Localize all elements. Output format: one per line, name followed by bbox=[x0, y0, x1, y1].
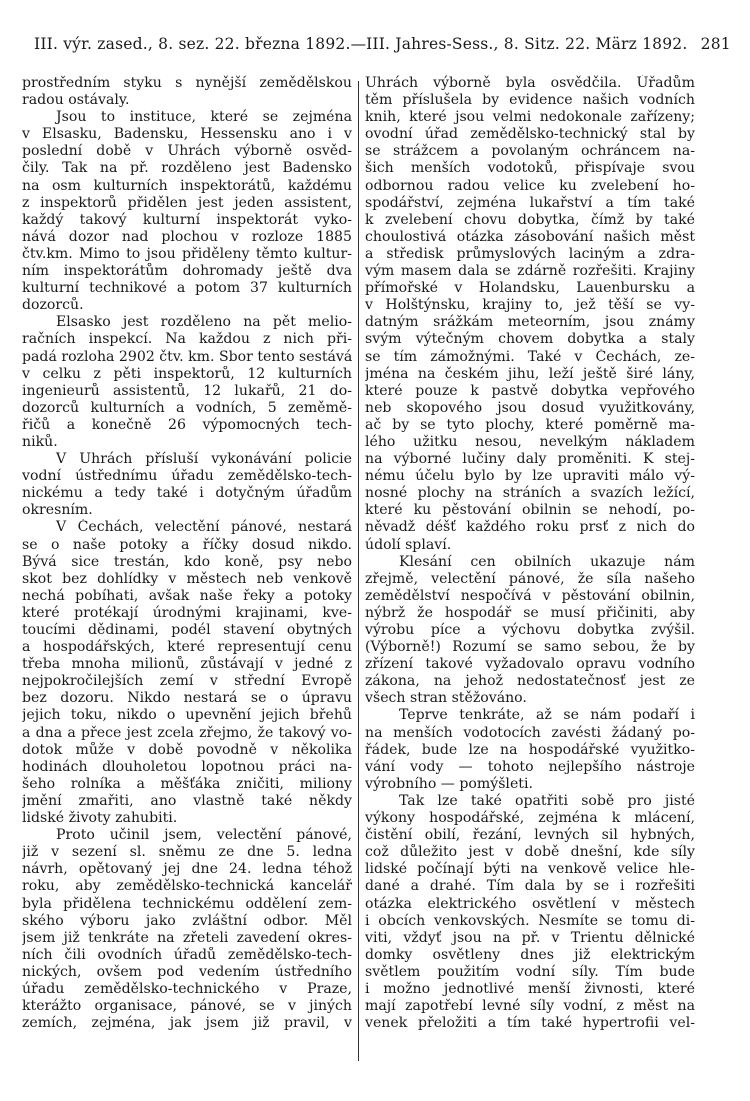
text-columns bbox=[22, 75, 695, 1085]
text-line: které ku pěstování obilnin se nehodí, po- bbox=[365, 502, 695, 519]
text-line: otázka elektrického osvětlení v městech bbox=[365, 895, 695, 912]
text-line: dozorců kulturních a vodních, 5 zeměmě- bbox=[22, 399, 352, 416]
text-line: nických, ovšem pod vedením ústředního bbox=[22, 963, 352, 980]
text-line: neb skopového jsou dosud využitkovány, bbox=[365, 399, 695, 416]
text-line: zřízení takové vyžadovalo opravu vodního bbox=[365, 656, 695, 673]
text-line: dané a drahé. Tím dala by se i rozřešiti bbox=[365, 878, 695, 895]
header-german-text: III. Jahres-Sess., 8. Sitz. 22. März 1892. bbox=[366, 35, 688, 53]
text-line: radou ostávaly. bbox=[22, 92, 130, 109]
text-line: na osm kulturních inspektorátů, každému bbox=[22, 177, 352, 194]
text-line: návrh, opětovaný jej dne 24. ledna téhož bbox=[22, 861, 352, 878]
text-line: čily. Tak na př. rozděleno jest Badensko bbox=[22, 160, 352, 177]
text-line: i obcích venkovských. Nesmíte se tomu di- bbox=[365, 912, 695, 929]
text-line: bez dozoru. Nikdo nestará se o úpravu bbox=[22, 690, 352, 707]
text-line: spodářství, zejména lukařství a tím také bbox=[365, 194, 695, 211]
text-line: odbornou radou velice ku zvelebení ho- bbox=[365, 177, 695, 194]
text-line: šeho rolníka a měšťáka zničiti, miliony bbox=[22, 775, 352, 792]
text-line: nému účelu bylo by lze upraviti málo vý- bbox=[365, 468, 695, 485]
text-line: vání vody — tohoto nejlepšího nástroje bbox=[365, 758, 695, 775]
text-line: zřejmě, velectění pánové, že síla našeho bbox=[365, 570, 695, 587]
text-line: ních čili ovodních úřadů zemědělsko-tech- bbox=[22, 946, 352, 963]
text-line: prostředním styku s nynější zemědělskou bbox=[22, 75, 352, 91]
text-line: nechá pobíhati, avšak naše řeky a potoky bbox=[22, 587, 352, 604]
text-line: skot bez dohlídky v městech neb venkově bbox=[22, 570, 352, 587]
text-line: v Holštýnsku, krajiny to, jež těší se vy- bbox=[365, 297, 695, 314]
text-line: nickému a tedy také i dotyčným úřadům bbox=[22, 485, 352, 502]
left-column bbox=[22, 75, 352, 1032]
text-line: jejich toku, nikdo o upevnění jejich břehů bbox=[22, 707, 352, 724]
text-line: vým masem dala se zdárně rozřešiti. Krajiny bbox=[365, 263, 695, 280]
text-line: v celku z pěti inspektorů, 12 kulturních bbox=[22, 365, 352, 382]
text-line: byla přidělena technickému oddělení zem- bbox=[22, 895, 352, 912]
text-line: ač by se tyto plochy, které poměrně ma- bbox=[365, 416, 695, 433]
text-line: a hospodářských, které representují cenu bbox=[22, 639, 352, 656]
text-line: Klesání cen obilních ukazuje nám bbox=[399, 553, 695, 570]
text-line: jména na českém jihu, leží ještě širé lány, bbox=[365, 365, 695, 382]
text-line: knih, které jsou velmi nedokonale zařízeny; bbox=[365, 109, 695, 126]
text-line: a dna a přece jest zcela zřejmo, že takový vo- bbox=[22, 724, 352, 741]
text-line: zákona, na jehož nedostatečnosť jest ze bbox=[365, 673, 695, 690]
text-line: čistění obilí, řezání, levných sil hybných, bbox=[365, 827, 695, 844]
text-line: každý takový kulturní inspektorát vyko- bbox=[22, 211, 352, 228]
text-line: což důležito jest v době dnešní, kde síly bbox=[365, 844, 695, 861]
text-line: k zvelebení chovu dobytka, čímž by také bbox=[365, 211, 695, 228]
text-line: výrobu píce a výchovu dobytka zvýšil. bbox=[365, 622, 695, 638]
page-number: 281 bbox=[700, 35, 731, 53]
text-line: v Elsasku, Badensku, Hessensku ano i v bbox=[22, 126, 352, 143]
text-line: již v sezení sl. sněmu ze dne 5. ledna bbox=[22, 844, 352, 861]
text-line: řičů a konečně 26 výpomocných tech- bbox=[22, 416, 352, 433]
text-line: ovodní úřad zemědělsko-technický stal by bbox=[365, 126, 695, 143]
text-line: svým výtečným chovem dobytka a staly bbox=[365, 331, 695, 348]
text-line: údolí splaví. bbox=[365, 536, 452, 553]
text-line: přímořské v Holandsku, Lauenbursku a bbox=[365, 280, 695, 297]
text-line: ského výboru jako zvláštní odbor. Měl bbox=[22, 912, 352, 929]
text-line: Tak lze také opatřiti sobě pro jisté bbox=[399, 792, 695, 809]
right-column bbox=[365, 75, 695, 1032]
text-line: dozorců. bbox=[22, 297, 84, 314]
text-line: jmění zmařiti, ano vlastně také někdy bbox=[22, 792, 352, 809]
text-line: čtv.km. Mimo to jsou přiděleny těmto kultur- bbox=[22, 245, 352, 262]
text-line: dotok může v době povodně v několika bbox=[22, 741, 352, 758]
text-line: Jsou to instituce, které se zejména bbox=[56, 109, 352, 126]
text-line: těm příslušela by evidence našich vodních bbox=[365, 92, 695, 109]
text-line: datným srážkám meteorním, jsou známy bbox=[365, 314, 695, 331]
running-header bbox=[34, 34, 731, 54]
text-line: niků. bbox=[22, 433, 58, 450]
text-line: roku, aby zemědělsko-technická kancelář bbox=[22, 878, 352, 895]
text-line: něvadž déšť každého roku prsť z nich do bbox=[365, 519, 695, 536]
text-line: kterážto organisace, pánové, se v jiných bbox=[22, 998, 352, 1015]
text-line: V Uhrách přísluší vykonávání policie bbox=[56, 451, 352, 468]
text-line: V Čechách, velectění pánové, nestará bbox=[56, 519, 352, 536]
text-line: řádek, bude lze na hospodářské využitko- bbox=[365, 741, 695, 758]
text-line: Teprve tenkráte, až se nám podaří i bbox=[399, 707, 695, 724]
text-line: venek přeložiti a tím také hypertrofii vel- bbox=[365, 1015, 695, 1032]
text-line: padá rozloha 2902 čtv. km. Sbor tento sestává bbox=[22, 348, 352, 365]
column-divider bbox=[358, 81, 359, 1061]
text-line: poslední době v Uhrách výborně osvěd- bbox=[22, 143, 352, 160]
text-line: Bývá sice trestán, kdo koně, psy nebo bbox=[22, 553, 352, 570]
text-line: lidské životy zahubiti. bbox=[22, 810, 178, 827]
text-line: lého užitku nesou, nevelkým nákladem bbox=[365, 433, 695, 450]
text-line: se o naše potoky a říčky dosud nikdo. bbox=[22, 536, 352, 553]
text-line: ingenieurů assistentů, 12 lukařů, 21 do- bbox=[22, 382, 352, 399]
text-line: vodní ústřednímu úřadu zemědělsko-tech- bbox=[22, 468, 352, 485]
text-line: lidské počínají býti na venkově velice hle- bbox=[365, 861, 695, 878]
text-line: mají zapotřebí levné síly vodní, z měst na bbox=[365, 998, 695, 1015]
text-line: Proto učinil jsem, velectění pánové, bbox=[56, 827, 352, 844]
text-line: choulostivá otázka zásobování našich měst bbox=[365, 228, 695, 245]
text-line: Uhrách výborně byla osvědčila. Úřadům bbox=[365, 75, 695, 91]
text-line: světlem použitím vodní síly. Tím bude bbox=[365, 963, 695, 980]
header-separator: — bbox=[350, 35, 367, 53]
header-czech: III. výr. zased., 8. sez. 22. března 1892. bbox=[34, 35, 351, 53]
text-line: výkony hospodářské, zejména k mlácení, bbox=[365, 810, 695, 827]
text-line: všech stran stěžováno. bbox=[365, 690, 527, 707]
text-line: domky osvětleny dnes již elektrickým bbox=[365, 946, 695, 963]
text-line: zemích, zejména, jak jsem již pravil, v bbox=[22, 1015, 352, 1032]
text-line: šich menších vodotoků, přispívaje svou bbox=[365, 160, 695, 177]
text-line: ním inspektorátům dohromady ještě dva bbox=[22, 263, 352, 280]
text-line: nýbrž že hospodář se musí přičiniti, aby bbox=[365, 604, 695, 621]
text-line: hodinách dlouholetou lopotnou práci na- bbox=[22, 758, 352, 775]
text-line: na menších vodotocích zavésti žádaný po- bbox=[365, 724, 695, 741]
text-line: nejpokročilejších zemí v střední Evropě bbox=[22, 673, 352, 690]
text-line: kulturní technikové a potom 37 kulturních bbox=[22, 280, 352, 297]
text-line: račních inspekcí. Na každou z nich při- bbox=[22, 331, 352, 348]
text-line: z inspektorů přidělen jest jeden assistent, bbox=[22, 194, 352, 211]
text-line: nosné plochy na stráních a svazích ležící, bbox=[365, 485, 695, 502]
text-line: nává dozor nad plochou v rozloze 1885 bbox=[22, 228, 352, 245]
text-line: toucími dědinami, podél stavení obytných bbox=[22, 622, 352, 638]
text-line: výrobního — pomýšleti. bbox=[365, 775, 533, 792]
text-line: jsem již tenkráte na zřeteli zavedení okres- bbox=[22, 929, 352, 946]
text-line: které pouze k pastvě dobytka vepřového bbox=[365, 382, 695, 399]
text-line: na výborné lučiny daly proměniti. K stej- bbox=[365, 451, 695, 468]
text-line: viti, vždyť jsou na př. v Trientu dělnické bbox=[365, 929, 695, 946]
text-line: třeba mnoha milionů, zůstávají v jedné z bbox=[22, 656, 352, 673]
text-line: které protékají úrodnými krajinami, kve- bbox=[22, 604, 352, 621]
text-line: se strážcem a povolaným ochráncem na- bbox=[365, 143, 695, 160]
header-german bbox=[366, 34, 731, 54]
text-line: a středisk průmyslových laciným a zdra- bbox=[365, 245, 695, 262]
text-line: Elsasko jest rozděleno na pět melio- bbox=[56, 314, 352, 331]
text-line: zemědělství nespočívá v pěstování obilnin, bbox=[365, 587, 695, 604]
text-line: okresním. bbox=[22, 502, 93, 519]
text-line: i možno jednotlivé menší živnosti, které bbox=[365, 980, 695, 997]
text-line: (Výborně!) Rozumí se samo sebou, že by bbox=[365, 639, 695, 656]
text-line: se tím zámožnými. Také v Čechách, ze- bbox=[365, 348, 695, 365]
text-line: úřadu zemědělsko-technického v Praze, bbox=[22, 980, 352, 997]
